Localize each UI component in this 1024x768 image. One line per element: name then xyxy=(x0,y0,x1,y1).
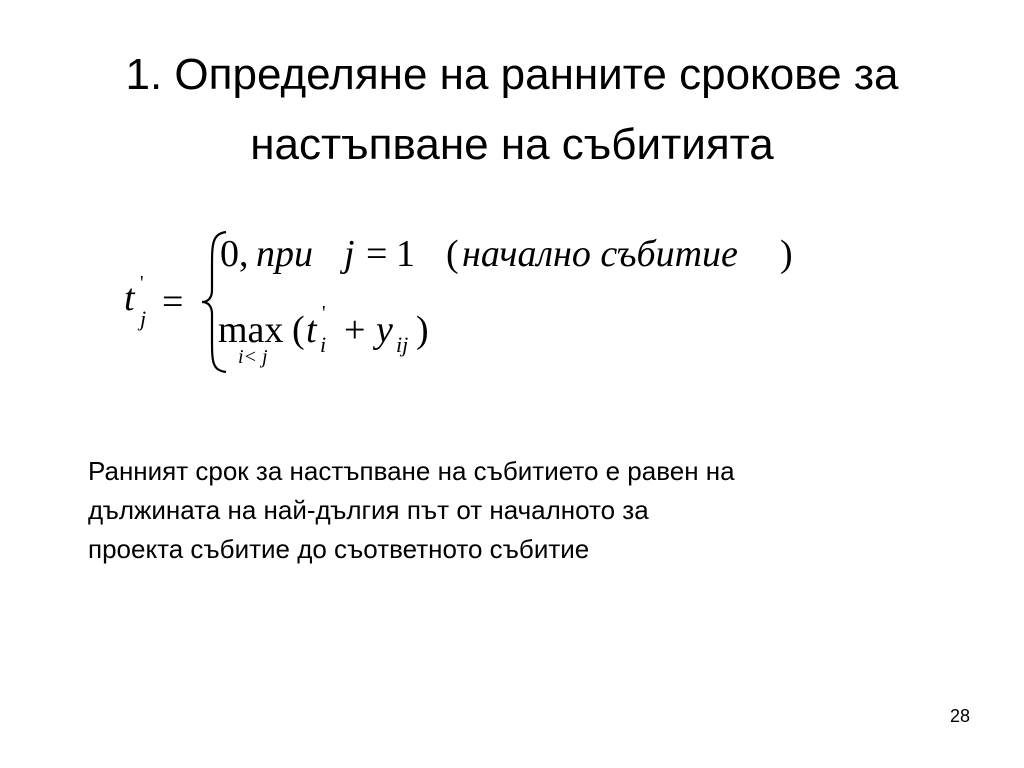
formula-case2-t: t xyxy=(306,309,317,351)
paragraph-line-3: проекта събитие до съответното събитие xyxy=(88,534,590,564)
formula-case2-close-paren: ) xyxy=(416,309,429,351)
formula-case1-var-j: j xyxy=(344,233,355,275)
formula-case1-number: 1 xyxy=(396,233,415,275)
formula-lhs-subscript: j xyxy=(140,306,147,331)
formula-case2-max: max xyxy=(218,309,284,351)
formula-case2-y: y xyxy=(376,309,393,351)
formula-case2-underscript: i< j xyxy=(238,346,268,368)
formula-case2-prime: ' xyxy=(322,302,326,324)
formula-case1-condition-word: при xyxy=(256,233,313,275)
paragraph-line-1: Ранният срок за настъпване на събитието е равен на xyxy=(88,456,735,486)
slide-title-line-2: настъпване на събитията xyxy=(250,120,774,169)
paragraph-line-2: дължината на най-дългия път от началното за xyxy=(88,495,649,525)
formula-lhs-t: t xyxy=(124,277,135,319)
formula-case1-equals: = xyxy=(366,233,388,275)
slide-title-line-1: 1. Определяне на ранните срокове за xyxy=(125,50,899,99)
formula-lhs-prime: ' xyxy=(140,272,144,294)
formula-case2-open-paren: ( xyxy=(292,309,305,351)
explanation-paragraph xyxy=(88,452,968,569)
formula-case1-value: 0, xyxy=(220,233,249,275)
formula-case1-note-close: ) xyxy=(780,233,793,275)
formula-case2-plus: + xyxy=(344,309,366,351)
slide-title xyxy=(40,40,984,180)
formula-equals: = xyxy=(162,281,184,323)
page-number: 28 xyxy=(949,706,970,726)
formula-case2-y-subscript: ij xyxy=(396,332,409,357)
early-time-formula xyxy=(120,222,840,382)
formula-case1-note: начално събитие xyxy=(462,233,738,275)
formula-case2-t-subscript: i xyxy=(320,332,327,357)
formula-case1-note-open: ( xyxy=(446,233,459,275)
